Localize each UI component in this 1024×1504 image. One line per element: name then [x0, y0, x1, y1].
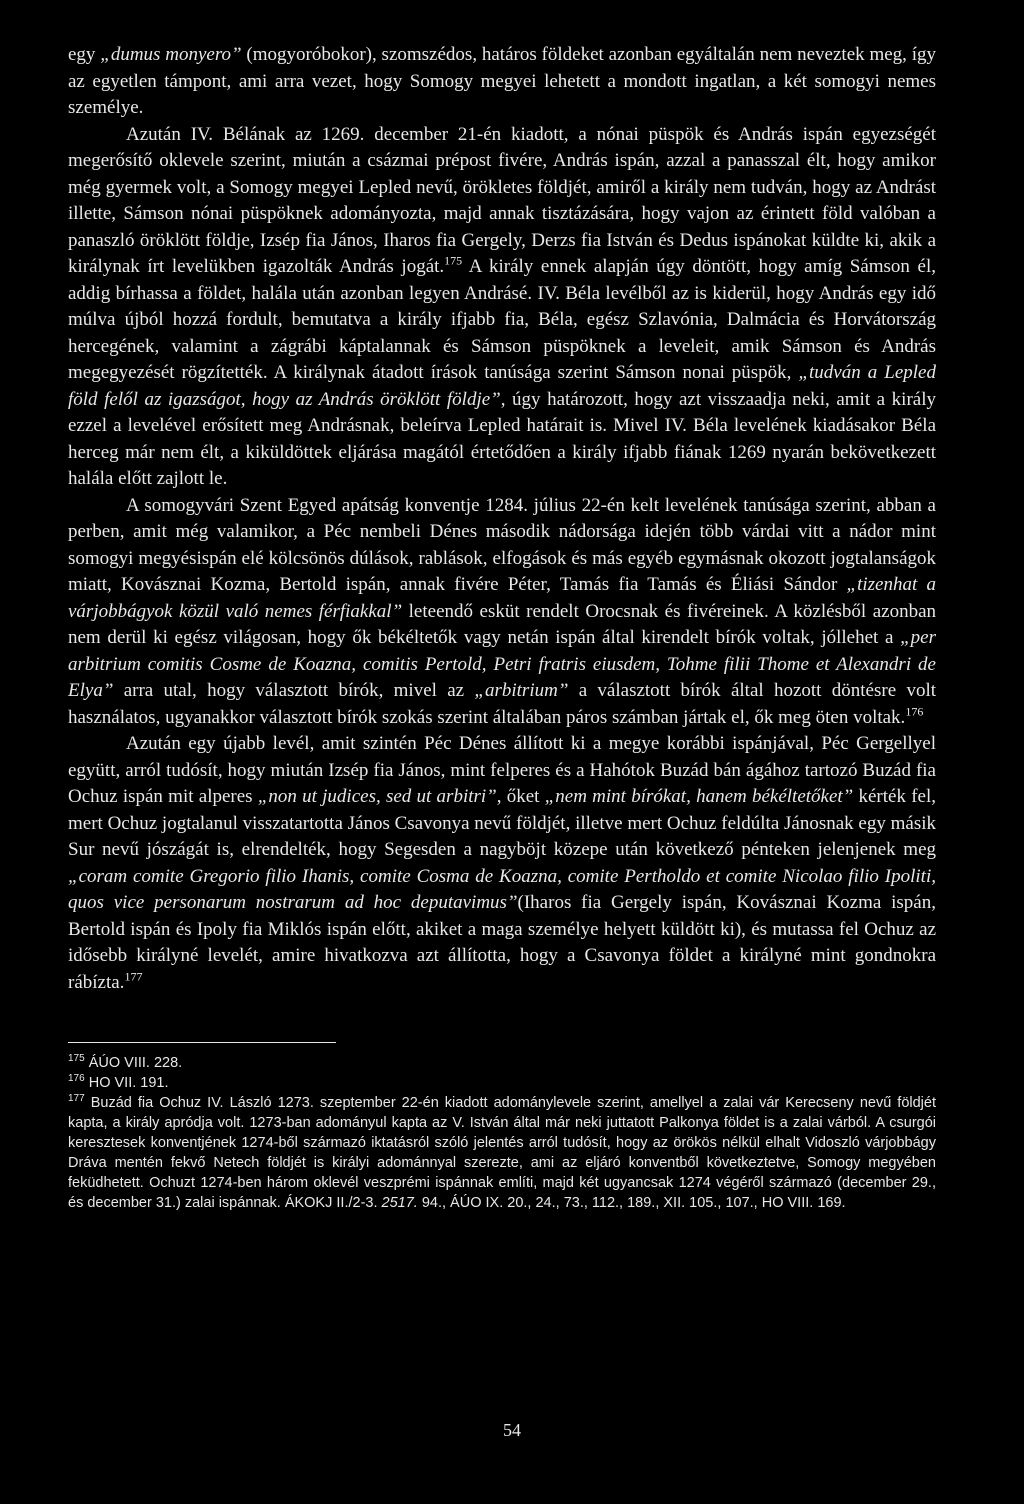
- paragraph-3: A somogyvári Szent Egyed apátság konventje 1284. július 22-én kelt levelének tanúsága szerint, abban a perben, amit még valamikor, a Péc nembeli Dénes második nádorsága idején több várdai vitt a nádor mint somogyi megyésispán elé kölcsönös dúlások, rablások, elfogások és más egyéb egymásnak okozott jogtalanságok miatt, Kovásznai Kozma, Bertold ispán, annak fivére Péter, Tamás fia Tamás és Éliási Sándor „tizenhat a várjobbágyok közül való nemes férfiakkal” leteendő esküt rendelt Orocsnak és fivéreinek. A közlésből azonban nem derül ki egész világosan, hogy ők békéltetők vagy netán ispán által kirendelt bírók voltak, jóllehet a „per arbitrium comitis Cosme de Koazna, comitis Pertold, Petri fratris eiusdem, Tohme filii Thome et Alexandri de Elya” arra utal, hogy választott bírók, mivel az „arbitrium” a választott bírók által hozott döntésre volt használatos, ugyanakkor választott bírók szokás szerint általában páros számban jártak el, ők meg öten voltak.$^{176}$: [68, 494, 937, 728]
- footnote-ref-175[interactable]: 175: [444, 253, 463, 268]
- footnote-176: $^{176}$ HO VII. 191.: [68, 1073, 169, 1091]
- footnote-ref-177[interactable]: 177: [124, 969, 143, 984]
- page-number: 54: [503, 1420, 521, 1440]
- footnote-number: 176: [68, 1073, 85, 1085]
- quote: „tizenhat a várjobbágyok közül való nemes férfiakkal”: [68, 574, 937, 622]
- latin-quote: „non ut judices, sed ut arbitri”: [257, 786, 497, 807]
- footnote-number: 175: [68, 1053, 85, 1065]
- quote: „nem mint bírókat, hanem békéltetőket”: [544, 786, 854, 807]
- footnote-ref-176[interactable]: 176: [905, 704, 924, 719]
- paragraph-1: egy „dumus monyero” (mogyoróbokor), szomszédos, határos földeket azonban egyáltalán nem neveztek meg, így az egyetlen támpont, ami arra vezet, hogy Somogy megyei lehetett a mondott ingatlan, a két somogyi nemes személye.: [68, 44, 937, 118]
- footnote-177: $^{177}$ Buzád fia Ochuz IV. László 1273. szeptember 22-én kiadott adománylevele szerint, amellyel a zalai vár Kerecseny nevű földjét kapta, a király apródja volt. 1273-ban adományul kapta az V. István által már neki juttatott Palkonya földet is a zalai várból. A csurgói keresztesek konventjének 1274-ből származó iktatásról szóló jelentés arról tudósít, hogy az örökös nélkül elhalt Vidoszló várjobbágy Dráva mentén fekvő Netech földjét is királyi adománnyal szerezte, ami az eljáró konventből következtetve, Somogy megyében feküdhetett. Ochuzt 1274-ben három oklevél veszprémi ispánnak említi, majd két ugyancsak 1274 végéről származó (december 29., és december 31.) zalai ispánnak. ÁKOKJ II./2-3. 2517. 94., ÁÚO IX. 20., 24., 73., 112., 189., XII. 105., 107., HO VIII. 169.: [68, 1093, 936, 1211]
- latin-quote: „per arbitrium comitis Cosme de Koazna, comitis Pertold, Petri fratris eiusdem, Tohme filii Thome et Alexandri de Elya”: [68, 627, 936, 701]
- latin-quote: „dumus monyero”: [100, 44, 242, 65]
- paragraph-2: Azután IV. Bélának az 1269. december 21-én kiadott, a nónai püspök és András ispán egyezségét megerősítő oklevele szerint, miután a csázmai prépost fivére, András ispán, azzal a panasszal élt, hogy amikor még gyermek volt, a Somogy megyei Lepled nevű, örökletes földjét, amiről a király nem tudván, hogy az Andrást illette, Sámson nónai püspöknek adományozta, majd annak tisztázására, hogy vajon az érintett föld valóban a panaszló öröklött földje, Izsép fia János, Iharos fia Gergely, Derzs fia István és Dedus ispánokat küldte ki, akik a királynak írt levelükben igazolták András jogát.$^{175}$ A király ennek alapján úgy döntött, hogy amíg Sámson él, addig bírhassa a földet, halála után azonban legyen Andrásé. IV. Béla levélből az is kiderül, hogy András egy idő múlva újból hozzá fordult, bemutatva a király ifjabb fia, Béla, egész Szlavónia, Dalmácia és Horvátország hercegének, valamint a zágrábi káptalannak és Sámson püspöknek a leveleit, amik Sámson és András megegyezését rögzítették. A királynak átadott írások tanúsága szerint Sámson nonai püspök, „tudván a Lepled föld felől az igazságot, hogy az András öröklött földje”, úgy határozott, hogy azt visszaadja neki, amit a király ezzel a levelével erősített meg Andrásnak, beleírva Lepled határait is. Mivel IV. Béla levelének kiadásakor Béla herceg már nem élt, a kiküldöttek eljárása magától értetődően a király ifjabb fiának 1269 nyarán bekövetkezett halála előtt zajlott le.: [68, 123, 936, 489]
- latin-quote: „arbitrium”: [474, 680, 569, 701]
- footnote-175: $^{175}$ ÁÚO VIII. 228.: [68, 1053, 183, 1071]
- latin-quote: „coram comite Gregorio filio Ihanis, comite Cosma de Koazna, comite Pertholdo et comite Nicolao filio Ipoliti, quos vice personarum nostrarum ad hoc deputavimus”: [68, 865, 936, 913]
- footnote-number: 177: [68, 1093, 85, 1105]
- footnote-divider: [68, 1042, 336, 1043]
- quote: „tudván a Lepled föld felől az igazságot, hogy az András öröklött földje”: [68, 362, 936, 410]
- paragraph-4: Azután egy újabb levél, amit szintén Péc Dénes állított ki a megye korábbi ispánjával, Péc Gergellyel együtt, arról tudósít, hogy miután Izsép fia János, mint felperes és a Hahótok Buzád bán ágához tartozó Buzád fia Ochuz ispán mit alperes „non ut judices, sed ut arbitri”, őket „nem mint bírókat, hanem békéltetőket” kérték fel, mert Ochuz jogtalanul visszatartotta János Csavonya nevű földjét, illetve mert Ochuz feldúlta Jánosnak egy másik Sur nevű jószágát is, elrendelték, hogy Segesden a nagyböjt közepe után következő pénteken jelenjenek meg „coram comite Gregorio filio Ihanis, comite Cosma de Koazna, comite Pertholdo et comite Nicolao filio Ipoliti, quos vice personarum nostrarum ad hoc deputavimus”(Iharos fia Gergely ispán, Kovásznai Kozma ispán, Bertold ispán és Ipoly fia Miklós ispán előtt, akiket a maga személye helyett küldött ki), és mutassa fel Ochuz az idősebb királyné levelét, amire hivatkozva azt állította, hogy a Csavonya földet a királyné mint gondnokra rábízta.$^{177}$: [68, 733, 936, 993]
